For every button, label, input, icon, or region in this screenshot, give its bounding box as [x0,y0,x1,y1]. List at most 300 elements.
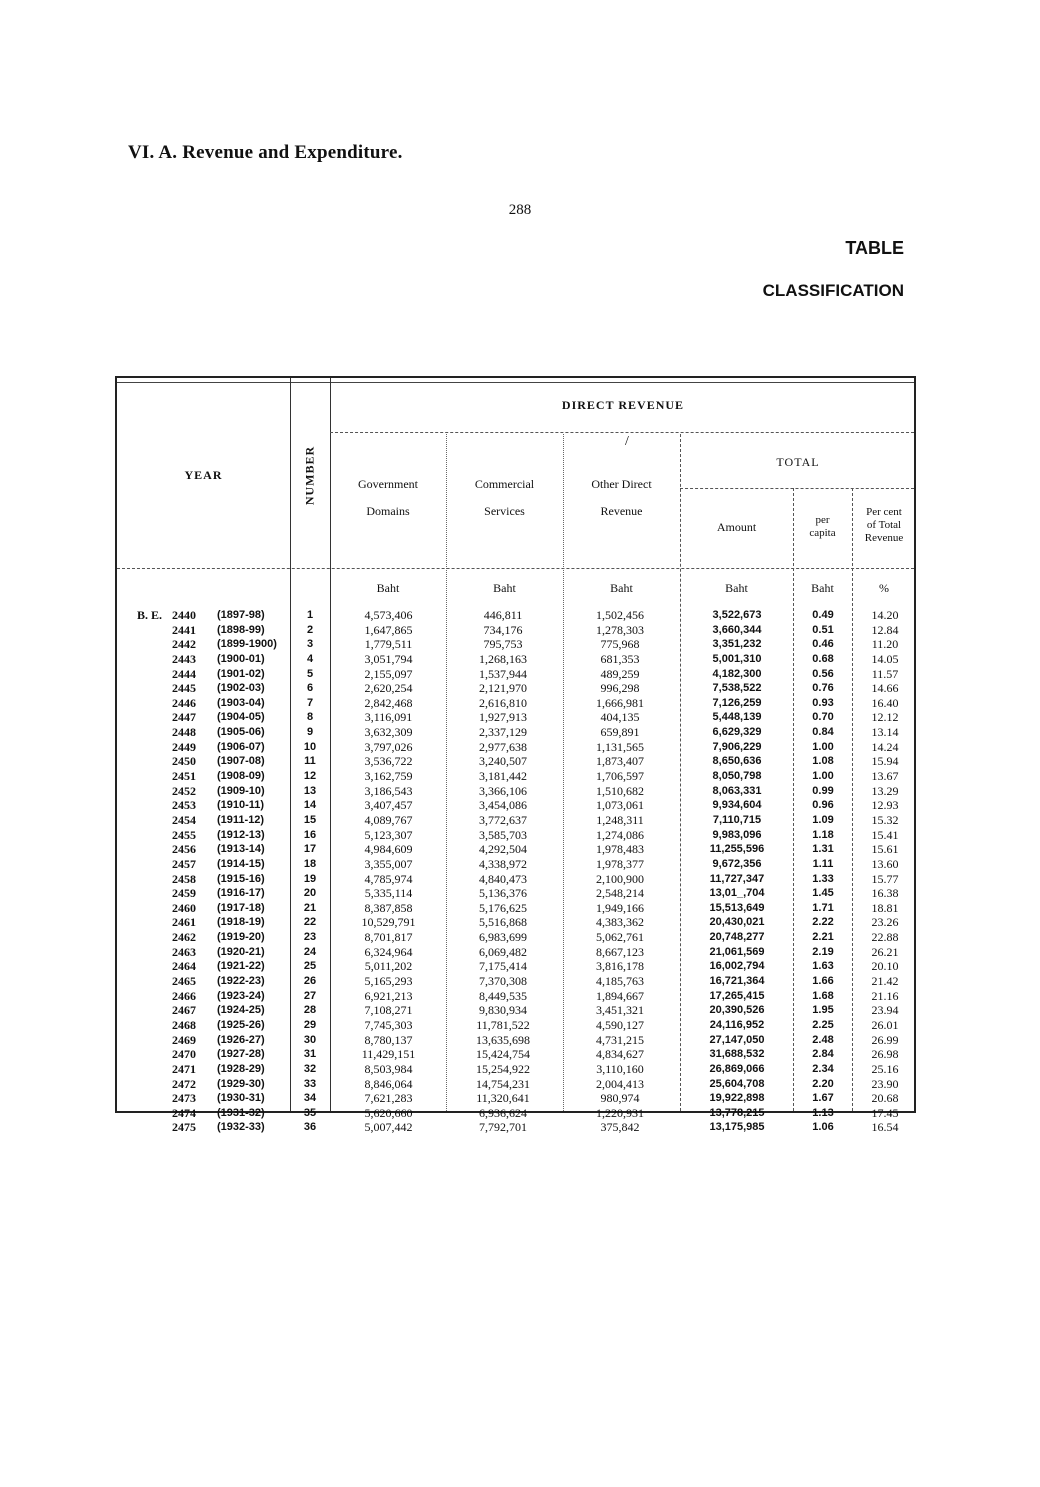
percent-total-cell: 26.01 [871,1017,899,1032]
commercial-services-cell: 11,781,522 [476,1017,530,1032]
year-be-cell: 2464 [172,959,196,974]
year-be-cell: 2473 [172,1091,196,1106]
per-capita-cell: 1.45 [812,887,834,900]
commercial-services-cell: 3,454,086 [479,798,527,813]
gov-domains-cell: 5,335,114 [364,886,413,901]
unit-pct: % [879,581,889,595]
year-greg-cell: (1897-98) [217,609,265,621]
year-greg-cell: (1916-17) [217,887,265,900]
table-row [117,725,918,740]
table-row [117,842,918,857]
commercial-services-cell: 5,136,376 [479,886,527,901]
total-amount-cell: 11,727,347 [709,872,765,885]
header-com-2: Services [484,504,525,518]
other-direct-cell: 1,131,565 [596,739,644,754]
commercial-services-cell: 2,337,129 [479,725,527,740]
unit-amt: Baht [725,581,748,595]
commercial-services-cell: 11,320,641 [476,1091,530,1106]
year-greg-cell: (1900-01) [217,652,265,665]
table-label: TABLE [845,238,904,258]
commercial-services-cell: 13,635,698 [476,1032,530,1047]
commercial-services-cell: 1,927,913 [479,710,527,725]
per-capita-cell: 1.31 [812,843,834,856]
year-greg-cell: (1917-18) [217,901,265,914]
other-direct-cell: 1,873,407 [596,754,644,769]
percent-total-cell: 16.38 [871,886,899,901]
year-greg-cell: (1912-13) [217,828,265,841]
other-direct-cell: 1,978,377 [596,856,644,871]
year-be-cell: 2453 [172,798,196,813]
gov-domains-cell: 5,620,660 [364,1105,413,1120]
gov-domains-cell: 7,745,303 [364,1017,413,1032]
commercial-services-cell: 446,811 [483,608,523,622]
other-direct-cell: 2,100,900 [596,871,644,886]
header-direct-revenue: DIRECT REVENUE [561,398,685,412]
per-capita-cell: 1.06 [812,1121,834,1134]
year-be-cell: 2448 [172,725,196,740]
year-greg-cell: (1928-29) [217,1062,265,1075]
number-cell: 27 [303,989,317,1002]
gov-domains-cell: 4,573,406 [364,608,413,622]
commercial-services-cell: 5,176,625 [479,900,527,915]
number-cell: 6 [306,682,314,695]
table-row [117,754,918,769]
year-be-cell: 2449 [172,739,196,754]
other-direct-cell: 5,062,761 [596,930,644,945]
year-be-cell: 2472 [172,1076,196,1091]
per-capita-cell: 1.00 [812,770,834,783]
table-row [117,1120,918,1135]
table-row [117,1091,918,1106]
year-greg-cell: (1910-11) [217,799,265,812]
per-capita-cell: 0.49 [812,609,834,621]
table-inner-top-rule [117,382,914,383]
per-capita-cell: 0.51 [812,623,834,636]
other-direct-cell: 1,278,303 [596,622,644,637]
total-amount-cell: 11,255,596 [709,843,765,856]
percent-total-cell: 18.81 [871,900,899,915]
other-direct-cell: 1,666,981 [596,695,644,710]
other-direct-cell: 3,816,178 [596,959,644,974]
unit-cap: Baht [811,581,834,595]
per-capita-cell: 1.68 [812,989,834,1002]
year-be-cell: 2475 [172,1120,196,1135]
table-row [117,813,918,828]
other-direct-cell: 996,298 [600,681,640,696]
other-direct-cell: 1,949,166 [596,900,644,915]
year-greg-cell: (1924-25) [217,1004,265,1017]
other-direct-cell: 659,891 [600,725,640,740]
total-amount-cell: 9,983,096 [712,828,762,841]
per-capita-cell: 0.99 [812,784,834,797]
per-capita-cell: 1.11 [812,857,834,870]
year-greg-cell: (1901-02) [217,667,265,680]
table-row [117,872,918,887]
number-cell: 10 [303,740,317,753]
year-be-cell: 2469 [172,1032,196,1047]
number-cell: 32 [303,1062,317,1075]
table-row [117,1077,918,1092]
percent-total-cell: 23.94 [871,1003,899,1018]
percent-total-cell: 26.21 [871,944,899,959]
number-cell: 30 [303,1033,317,1046]
gov-domains-cell: 11,429,151 [361,1047,416,1062]
year-be-cell: 2452 [172,783,196,798]
number-cell: 8 [306,711,314,724]
other-direct-cell: 1,894,667 [596,988,644,1003]
gov-domains-cell: 4,785,974 [364,871,413,886]
percent-total-cell: 12.84 [871,622,899,637]
gov-domains-cell: 3,116,091 [364,710,413,725]
number-cell: 24 [303,945,317,958]
percent-total-cell: 12.12 [871,710,899,725]
total-amount-cell: 4,182,300 [712,667,762,680]
total-amount-cell: 6,629,329 [712,726,762,739]
total-amount-cell: 26,869,066 [709,1062,765,1075]
year-greg-cell: (1913-14) [217,843,265,856]
other-direct-cell: 3,451,321 [596,1003,644,1018]
per-capita-cell: 1.08 [812,755,834,768]
gov-domains-cell: 6,921,213 [364,988,413,1003]
table-row [117,1033,918,1048]
year-be-cell: 2465 [172,974,196,989]
per-capita-cell: 2.20 [812,1077,834,1090]
total-amount-cell: 8,050,798 [712,770,762,783]
table-row [117,798,918,813]
year-be-cell: 2440 [172,608,196,622]
commercial-services-cell: 8,449,535 [479,988,527,1003]
total-amount-cell: 8,063,331 [712,784,762,797]
year-greg-cell: (1898-99) [217,623,265,636]
year-greg-cell: (1920-21) [217,945,265,958]
percent-total-cell: 20.10 [871,959,899,974]
percent-total-cell: 15.61 [871,842,899,857]
number-cell: 25 [303,960,317,973]
other-direct-cell: 4,590,127 [596,1017,644,1032]
table-row [117,623,918,638]
number-cell: 21 [303,901,317,914]
other-direct-cell: 1,502,456 [596,608,644,622]
number-cell: 28 [303,1004,317,1017]
commercial-services-cell: 7,370,308 [479,974,527,989]
number-cell: 34 [303,1092,317,1105]
table-row [117,828,918,843]
gov-domains-cell: 1,647,865 [364,622,413,637]
year-greg-cell: (1899-1900) [217,638,277,651]
total-amount-cell: 20,390,526 [709,1004,765,1017]
gov-domains-cell: 8,701,817 [364,930,413,945]
number-cell: 31 [303,1048,317,1061]
per-capita-cell: 2.22 [812,916,834,929]
gov-domains-cell: 8,503,984 [364,1061,413,1076]
year-be-cell: 2460 [172,900,196,915]
table-row [117,915,918,930]
number-cell: 17 [303,843,317,856]
header-mark: / [625,434,629,449]
total-amount-cell: 16,002,794 [709,960,765,973]
percent-total-cell: 15.94 [871,754,899,769]
commercial-services-cell: 1,537,944 [479,666,527,681]
commercial-services-cell: 1,268,163 [479,651,527,666]
year-greg-cell: (1902-03) [217,682,265,695]
other-direct-cell: 4,731,215 [596,1032,644,1047]
number-cell: 9 [306,726,314,739]
percent-total-cell: 15.77 [871,871,899,886]
percent-total-cell: 13.29 [871,783,899,798]
table-row [117,696,918,711]
commercial-services-cell: 3,181,442 [479,769,527,784]
gov-domains-cell: 3,355,007 [364,856,413,871]
table-row [117,1018,918,1033]
gov-domains-cell: 2,620,254 [364,681,413,696]
commercial-services-cell: 14,754,231 [476,1076,530,1091]
gov-domains-cell: 2,842,468 [364,695,413,710]
percent-total-cell: 13.67 [871,769,899,784]
header-gov-1: Government [358,477,418,491]
year-be-cell: 2445 [172,681,196,696]
total-amount-cell: 25,604,708 [709,1077,765,1090]
percent-total-cell: 14.24 [871,739,899,754]
rule-above-units [117,568,914,569]
per-capita-cell: 0.84 [812,726,834,739]
header-oth-2: Revenue [600,504,643,518]
total-amount-cell: 7,906,229 [712,740,762,753]
other-direct-cell: 8,667,123 [596,944,644,959]
percent-total-cell: 26.99 [871,1032,899,1047]
commercial-services-cell: 6,983,699 [479,930,527,945]
year-greg-cell: (1930-31) [217,1092,265,1105]
table-row [117,1106,918,1121]
year-greg-cell: (1915-16) [217,872,265,885]
year-greg-cell: (1925-26) [217,1018,265,1031]
number-cell: 16 [303,828,317,841]
per-capita-cell: 0.76 [812,682,834,695]
number-cell: 22 [303,916,317,929]
year-be-cell: 2457 [172,856,196,871]
gov-domains-cell: 7,108,271 [364,1003,413,1018]
number-cell: 15 [303,813,317,826]
table-row [117,959,918,974]
header-pct-1: Per cent [866,506,902,518]
number-cell: 5 [306,667,314,680]
table-row [117,740,918,755]
year-greg-cell: (1926-27) [217,1033,265,1046]
table-row [117,974,918,989]
header-per-capita-1: per [815,514,830,526]
commercial-services-cell: 795,753 [483,637,523,652]
total-amount-cell: 13,01_,704 [709,887,765,900]
per-capita-cell: 1.09 [812,813,834,826]
other-direct-cell: 4,185,763 [596,974,644,989]
percent-total-cell: 13.60 [871,856,899,871]
percent-total-cell: 14.05 [871,651,899,666]
other-direct-cell: 2,004,413 [596,1076,644,1091]
table-body [117,608,918,1135]
year-greg-cell: (1911-12) [217,813,265,826]
percent-total-cell: 16.54 [871,1120,899,1135]
unit-com: Baht [493,581,516,595]
gov-domains-cell: 3,162,759 [364,769,413,784]
year-be-cell: 2447 [172,710,196,725]
total-amount-cell: 8,650,636 [712,755,762,768]
table-row [117,1003,918,1018]
year-be-cell: 2446 [172,695,196,710]
commercial-services-cell: 15,424,754 [476,1047,530,1062]
total-amount-cell: 15,513,649 [709,901,765,914]
number-cell: 13 [303,784,317,797]
year-be-cell: 2444 [172,666,196,681]
year-greg-cell: (1931-32) [217,1106,265,1119]
gov-domains-cell: 8,780,137 [364,1032,413,1047]
table-row [117,886,918,901]
percent-total-cell: 23.90 [871,1076,899,1091]
percent-total-cell: 21.16 [871,988,899,1003]
year-be-cell: 2450 [172,754,196,769]
other-direct-cell: 1,510,682 [596,783,644,798]
other-direct-cell: 2,548,214 [596,886,644,901]
total-amount-cell: 20,430,021 [709,916,765,929]
table-row [117,930,918,945]
year-be-cell: 2456 [172,842,196,857]
page-number: 288 [508,202,532,218]
other-direct-cell: 1,220,931 [596,1105,644,1120]
revenue-table [115,376,916,1135]
per-capita-cell: 1.67 [812,1092,834,1105]
commercial-services-cell: 3,585,703 [479,827,527,842]
gov-domains-cell: 4,984,609 [364,842,413,857]
number-cell: 3 [306,638,314,651]
percent-total-cell: 23.26 [871,915,899,930]
number-cell: 36 [303,1121,317,1134]
year-greg-cell: (1932-33) [217,1121,265,1134]
year-greg-cell: (1904-05) [217,711,265,724]
commercial-services-cell: 5,516,868 [479,915,527,930]
total-amount-cell: 13,778,215 [709,1106,765,1119]
year-be-cell: 2443 [172,651,196,666]
commercial-services-cell: 4,840,473 [479,871,527,886]
number-cell: 35 [303,1106,317,1119]
table-row [117,652,918,667]
table-row [117,784,918,799]
table-row [117,901,918,916]
commercial-services-cell: 3,240,507 [479,754,527,769]
number-cell: 26 [303,975,317,988]
gov-domains-cell: 3,536,722 [364,754,413,769]
gov-domains-cell: 10,529,791 [361,915,416,930]
header-number: NUMBER [302,445,317,506]
commercial-services-cell: 4,292,504 [479,842,527,857]
header-year: YEAR [184,468,223,482]
percent-total-cell: 20.68 [871,1091,899,1106]
year-be-cell: 2451 [172,769,196,784]
table-row [117,710,918,725]
year-be-cell: 2459 [172,886,196,901]
gov-domains-cell: 5,007,442 [364,1120,413,1135]
gov-domains-cell: 3,407,457 [364,798,413,813]
number-cell: 29 [303,1018,317,1031]
per-capita-cell: 1.63 [812,960,834,973]
header-oth-1: Other Direct [591,477,652,491]
year-greg-cell: (1922-23) [217,975,265,988]
total-amount-cell: 21,061,569 [709,945,765,958]
table-row [117,608,918,623]
total-amount-cell: 7,126,259 [712,696,762,709]
per-capita-cell: 1.66 [812,975,834,988]
gov-domains-cell: 3,797,026 [364,739,413,754]
number-cell: 20 [303,887,317,900]
number-cell: 7 [306,696,314,709]
per-capita-cell: 1.00 [812,740,834,753]
number-cell: 12 [303,770,317,783]
total-amount-cell: 7,110,715 [712,813,762,826]
gov-domains-cell: 3,186,543 [364,783,413,798]
classification-label: CLASSIFICATION [762,281,904,300]
per-capita-cell: 1.13 [812,1106,834,1119]
gov-domains-cell: 6,324,964 [364,944,413,959]
percent-total-cell: 15.32 [871,812,899,827]
commercial-services-cell: 3,366,106 [479,783,527,798]
percent-total-cell: 22.88 [871,930,899,945]
number-cell: 23 [303,931,317,944]
percent-total-cell: 21.42 [871,974,899,989]
year-be-cell: 2467 [172,1003,196,1018]
per-capita-cell: 2.25 [812,1018,834,1031]
commercial-services-cell: 9,830,934 [479,1003,527,1018]
gov-domains-cell: 1,779,511 [364,637,413,652]
rule-under-total [680,488,914,489]
other-direct-cell: 489,259 [600,666,640,681]
commercial-services-cell: 2,616,810 [479,695,527,710]
year-greg-cell: (1905-06) [217,726,265,739]
header-total: TOTAL [776,455,820,469]
commercial-services-cell: 15,254,922 [476,1061,530,1076]
section-title: VI. A. Revenue and Expenditure. [128,142,403,163]
percent-total-cell: 15.41 [871,827,899,842]
year-greg-cell: (1909-10) [217,784,265,797]
total-amount-cell: 27,147,050 [709,1033,765,1046]
percent-total-cell: 14.66 [871,681,899,696]
header-per-capita-2: capita [809,527,836,539]
year-greg-cell: (1903-04) [217,696,265,709]
other-direct-cell: 375,842 [600,1120,640,1135]
other-direct-cell: 404,135 [600,710,640,725]
year-be-cell: 2474 [172,1105,196,1120]
per-capita-cell: 2.48 [812,1033,834,1046]
gov-domains-cell: 5,123,307 [364,827,413,842]
header-com-1: Commercial [474,477,535,491]
total-amount-cell: 9,934,604 [712,799,762,812]
total-amount-cell: 24,116,952 [709,1018,765,1031]
table-row [117,769,918,784]
commercial-services-cell: 3,772,637 [479,812,527,827]
gov-domains-cell: 8,387,858 [364,900,413,915]
year-be-cell: 2470 [172,1047,196,1062]
number-cell: 19 [303,872,317,885]
year-be-cell: 2468 [172,1017,196,1032]
gov-domains-cell: 3,051,794 [364,651,413,666]
table-row [117,945,918,960]
gov-domains-cell: 8,846,064 [364,1076,413,1091]
year-be-cell: 2441 [172,622,196,637]
per-capita-cell: 0.70 [812,711,834,724]
year-greg-cell: (1919-20) [217,931,265,944]
per-capita-cell: 0.56 [812,667,834,680]
era-prefix: B. E. [137,608,163,622]
other-direct-cell: 1,248,311 [596,812,644,827]
header-amount: Amount [716,520,757,534]
gov-domains-cell: 5,011,202 [364,959,413,974]
total-amount-cell: 9,672,356 [712,857,762,870]
